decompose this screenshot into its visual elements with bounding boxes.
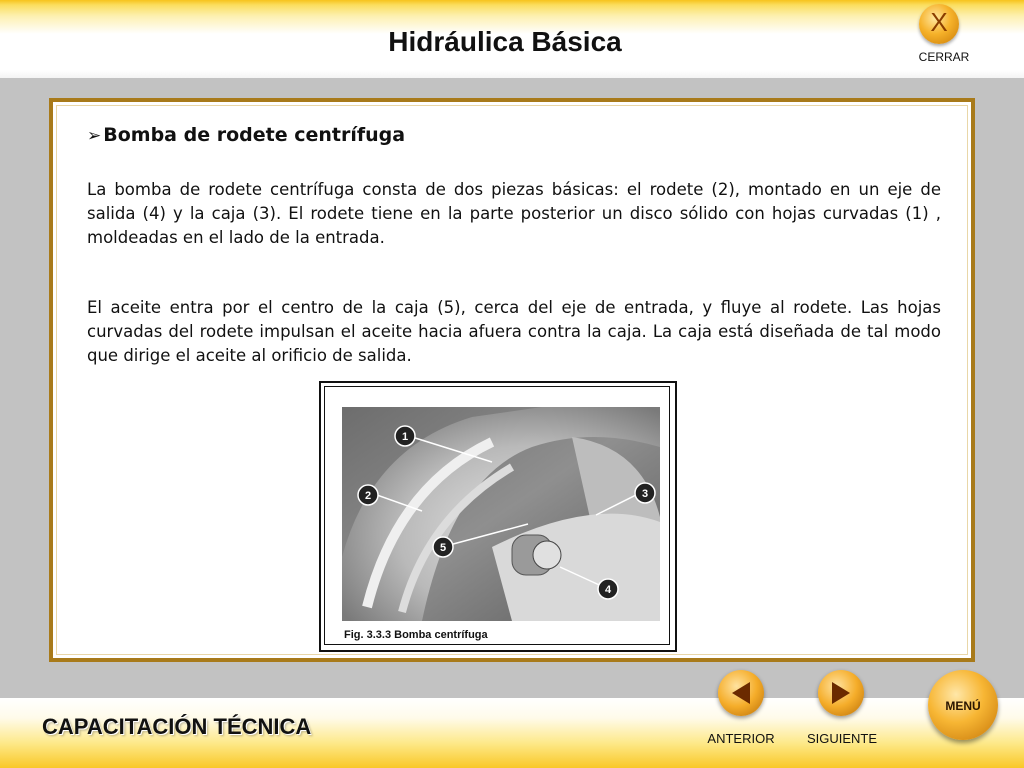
previous-label[interactable]: ANTERIOR: [707, 731, 775, 746]
page-title: Hidráulica Básica: [388, 26, 622, 57]
close-button[interactable]: [919, 4, 959, 44]
callout-label-1: 1: [401, 431, 409, 443]
section-heading: [87, 124, 405, 146]
callout-label-5: 5: [439, 542, 447, 554]
callout-label-2: 2: [364, 490, 372, 502]
menu-button[interactable]: [928, 670, 998, 740]
menu-label: MENÚ: [945, 699, 981, 713]
callout-label-4: 4: [604, 584, 612, 596]
close-icon: X: [930, 7, 948, 37]
brand-label: CAPACITACIÓN TÉCNICA: [42, 714, 312, 739]
callout-label-3: 3: [641, 488, 649, 500]
content-panel: [49, 98, 975, 662]
section-heading-text: Bomba de rodete centrífuga: [103, 124, 406, 146]
previous-button[interactable]: [718, 670, 764, 716]
triangle-left-icon: [718, 670, 764, 716]
triangle-right-icon: [818, 670, 864, 716]
figure-inner-frame: [324, 386, 670, 645]
next-button[interactable]: [818, 670, 864, 716]
arrow-bullet-icon: ➢: [87, 126, 102, 146]
figure-frame: [319, 381, 677, 652]
pump-photo: [342, 407, 660, 621]
close-label[interactable]: CERRAR: [918, 50, 970, 64]
figure-caption: Fig. 3.3.3 Bomba centrífuga: [344, 629, 488, 641]
output-shaft: [533, 541, 561, 569]
paragraph-2: El aceite entra por el centro de la caja (5), cerca del eje de entrada, y fluye al rodete. Las hojas curvadas del rodete impulsan el aceite hacia afuera contra la caja. La caja está diseñada de tal modo que dirige el aceite al orificio de salida.: [87, 298, 941, 365]
paragraph-1: La bomba de rodete centrífuga consta de dos piezas básicas: el rodete (2), montado en un eje de salida (4) y la caja (3). El rodete tiene en la parte posterior un disco sólido con hojas curvadas (1) , moldeadas en el lado de la entrada.: [87, 180, 941, 247]
next-label[interactable]: SIGUIENTE: [806, 731, 878, 746]
content-panel-inner: [56, 105, 968, 655]
header-bar: [0, 0, 1024, 78]
